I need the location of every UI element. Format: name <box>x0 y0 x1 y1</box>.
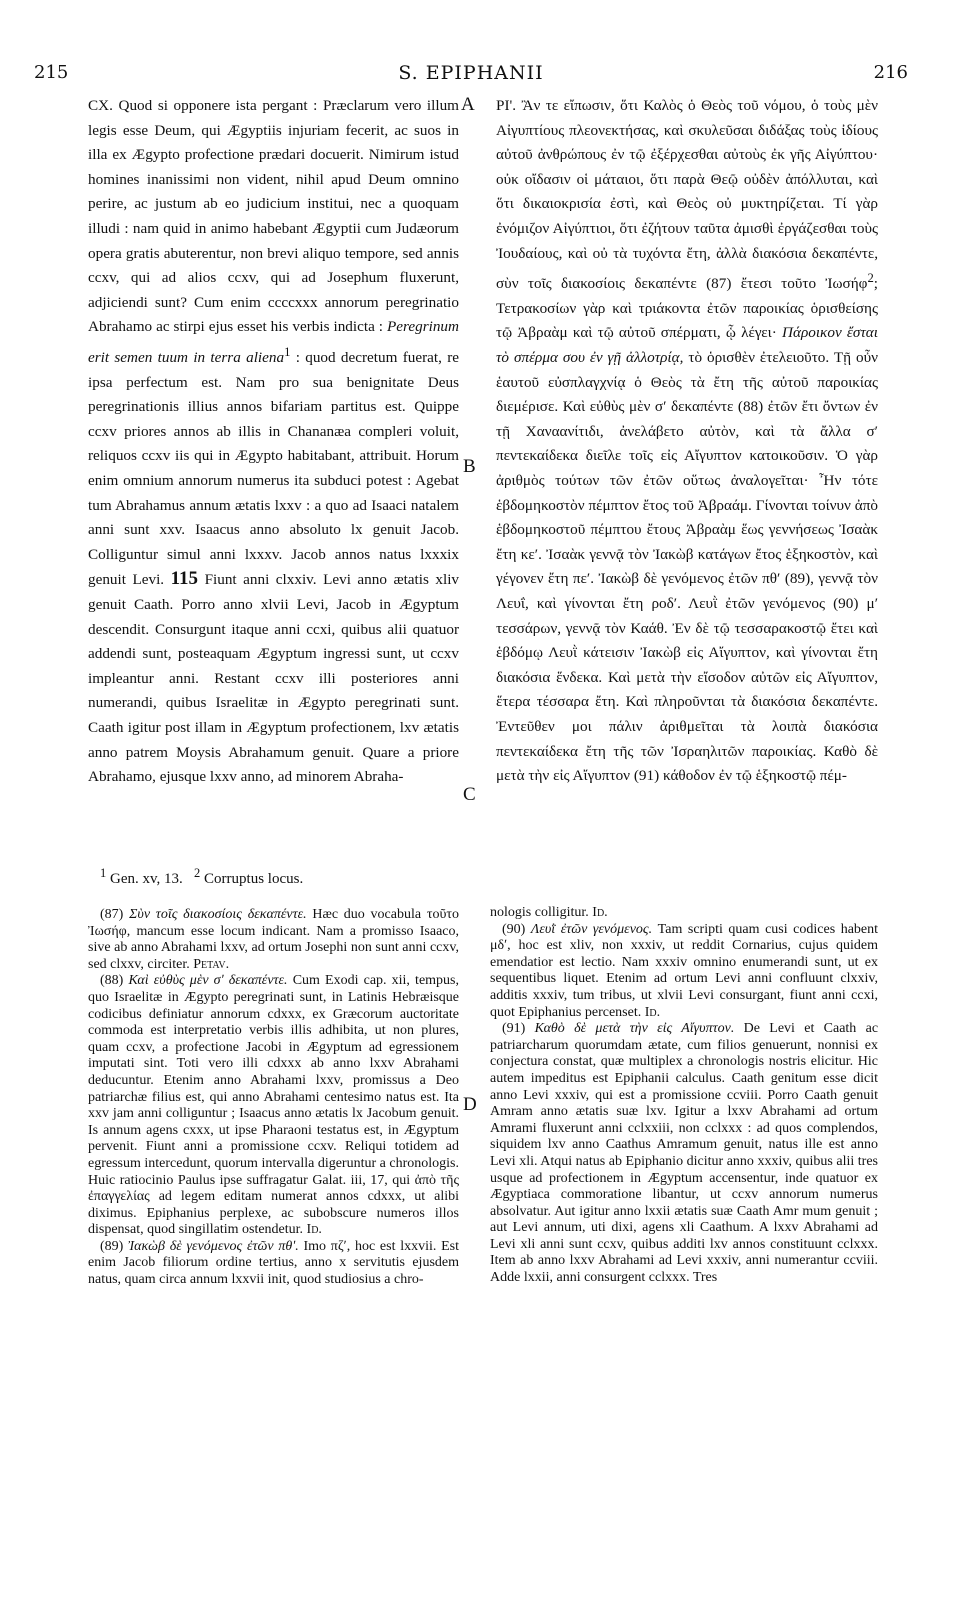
footnote-ref: 2 <box>867 271 874 286</box>
note-text: Tam scripti quam cusi codices habent μδʹ, hoc est xliv, non xxxiv, ut reddit Cornarius, cujus quidem emendatior est lectio. Nam xxxiv omnino enumerandi sunt, ut ex sequentibus liquet. Etenim ad ortum Levi anni confluunt clxxiv, additis xxxiv, tum tribus, ut xlvii Levi consurgant, fiunt anni ccxi, quot Epiphanius percenset. <box>490 921 879 1020</box>
note-signature: Id. <box>592 905 608 920</box>
column-marker-a: A <box>461 94 475 115</box>
greek-text: ἔτεσι τοῦτο Ἰωσήφ <box>740 275 868 293</box>
note-number: (89) <box>100 1238 124 1254</box>
column-number: 115 <box>170 568 199 590</box>
greek-text: τὸ ὁρισθὲν ἐτελειοῦτο. Τῇ οὖν ἑαυτοῦ εὐσπλαγχνίᾳ ὁ Θεὸς τὰ ἔτη τῆς αὐτοῦ παροικίας διεμέρισε. Καὶ εὐθὺς μὲν σʹ δεκαπέντε <box>496 349 878 416</box>
greek-main-column <box>496 94 878 789</box>
footnote-ref: 1 <box>284 344 291 359</box>
note-89 <box>88 1239 459 1289</box>
latin-text: Quod si opponere ista pergant : Præclarum vero illum legis esse Deum, qui Ægyptiis injuriam fecerit, ac suos in illa ex Ægypto profectione prædari docuerit. Nimirum istud homines inanissimi non vident, nihil apud Deum omnino perire, ac justum ab eo judicium institui, nec a quoquam illudi : nam quid in animo habebant Ægyptii cum Judæorum opera gratis abuterentur, non brevi aliquo tempore, sed annis ccxv, qui ad alios ccxv, qui ad Josephum fluxerunt, adjiciendi sunt? Cum enim ccccxxx annorum peregrinatio Abrahamo ac stirpi ejus esset his verbis indicta : <box>88 97 459 336</box>
note-number: (87) <box>100 907 124 922</box>
latin-main-column <box>88 94 459 790</box>
column-marker-b: B <box>463 456 476 477</box>
note-ref: (87) <box>706 275 732 293</box>
note-90 <box>490 922 878 1022</box>
note-lemma: Καὶ εὐθὺς μὲν σʹ δεκαπέντε. <box>128 973 288 989</box>
footnote-number: 2 <box>194 866 201 880</box>
note-number: (88) <box>100 973 124 989</box>
latin-text: Fiunt anni clxxiv. Levi anno ætatis xliv genuit Caath. Porro anno xlvii Levi, Jacob in Ægyptum descendit. Consurgunt itaque anni ccxi, quibus alii quatuor addendi sunt, posteaquam Ægyptum ingressi sunt, ut ccxv impleantur anni. Restant ccxv illi posteriores anni numerandi, quibus Israelitæ in Ægypto peregrinati sunt. Caath igitur post illam in Ægyptum profectionem, lxv ætatis anno patrem Moysis Abrahamum genuit. Quare a priore Abrahamo, ejusque lxxv anno, ad minorem Abraha- <box>88 571 460 786</box>
greek-text: ἐτῶν ἔτι ὄντων ἐν τῇ Χαναανίτιδι, ἀνελάβετο αὐτὸν, καὶ τὰ ἄλλα σʹ πεντεκαίδεκα διεῖλε τοῖς εἰς Αἴγυπτον κατοικοῦσιν. Ὁ γὰρ ἀριθμὸς τούτων τῶν ἐτῶν οὕτως ἀναλογεῖται· Ἦν τότε ἑβδομηκοστὸν πέμπτον ἔτος τοῦ Ἀβραάμ. Γίνονται τοίνυν ἀπὸ ἑβδομηκοστοῦ πέμπτου ἔτους Ἀβραὰμ ἕως γεννήσεως Ἰσαὰκ ἔτη κεʹ. Ἰσαὰκ γεννᾷ τὸν Ἰακὼβ κατάγων ἔτος ἑξηκοστὸν, καὶ γέγονεν ἔτη πεʹ. Ἰακὼβ δὲ γενόμενος ἐτῶν πθʹ <box>496 398 878 588</box>
page-header <box>34 62 908 86</box>
greek-paragraph <box>496 94 878 789</box>
latin-text: : quod decretum fuerat, re ipsa perfectum est. Nam pro sua benignitate Deus peregrinationis illius annos bifariam partitus est. Quippe ccxv priores annos ab illis in Chananæa compleri voluit, reliquos ccxv iis qui in Ægypto habitabant, attribuit. Horum enim omnium annorum numerus ita subduci potest : Agebat tum Abrahamus annum ætatis lxxv : a quo ad Isaaci natalem anni sunt xxv. Isaacus anno absoluto lx genuit Jacob. Colliguntur simul anni lxxxv. Jacob annos natus lxxxix genuit Levi. <box>88 349 459 589</box>
note-ref: (91) <box>633 767 660 785</box>
note-text: Imo πζʹ, hoc est lxxvii. Est enim Jacob filiorum ordine tertius, anno x servitutis ejusdem natus, quam circa annum lxxvii init, quod studiosius a chro- <box>88 1238 460 1288</box>
note-88 <box>88 973 459 1239</box>
notes-right-column <box>490 905 878 1287</box>
note-91 <box>490 1021 878 1287</box>
footnote-text: Gen. xv, 13. <box>110 871 183 887</box>
greek-text: ; Τετρακοσίων γὰρ καὶ τριάκοντα ἐτῶν παροικίας ὁρισθείσης τῷ Ἀβραὰμ καὶ τῷ αὐτοῦ σπέρματι, ᾧ λέγει· <box>496 275 878 342</box>
note-text: nologis colligitur. <box>490 905 589 920</box>
note-lemma: Σὺν τοῖς διακοσίοις δεκαπέντε. <box>129 907 307 922</box>
greek-text: Ἂν τε εἴπωσιν, ὅτι Καλὸς ὁ Θεὸς τοῦ νόμου, ὁ τοὺς μὲν Αἰγυπτίους πλεονεκτήσας, καὶ σκυλεῦσαι διδάξας τοὺς ἰδίους αὐτοῦ ἀνθρώπους ἐν τῷ ἐξέρχεσθαι αὐτοὺς ἐκ γῆς Αἰγύπτου· οὐκ οἴδασιν οἱ μάταιοι, ὅτι παρὰ Θεῷ οὐδὲν ἀπόλλυται, καὶ ὅτι δικαιοκρισία ἐστὶ, καὶ Θεὸς οὐ μυκτηρίζεται. Τί γὰρ ἐνόμιζον Αἰγύπτιοι, ὅτι ἐζήτουν ταῦτα ἀμισθὶ ἐργάζεσθαι τοὺς Ἰουδαίους, καὶ οὐ τὰ τυχόντα ἔτη, ἀλλὰ διακόσια δεκαπέντε, σὺν τοῖς διακοσίοις δεκαπέντε <box>496 97 879 293</box>
footnotes <box>100 866 303 888</box>
note-text: De Levi et Caath ac patriarcharum quorumdam ætate, cum filios genuerunt, nonnisi ex conjectura constat, quæ multiplex a chronologis nostris elicitur. Hic autem impeditus est Epiphanii calculus. Caath genitum esse dicit anno Levi xxxiv, qui est a promissione ccviii. Porro Caath genuit Amram anno ætatis suæ lxv. Igitur a lxxv Abrahami ad ortum Amrami fluxerunt anni cclxxiii, non cclxxx : ad quos complendos, siquidem lxv anno Caathus Amramum genuit, natus ille est anno Levi xli. Atqui natus ab Epiphanio dicitur anno xxxiv, quibus alii tres usque ad profectionem in Ægyptum accensentur, inde quatuor ex Ægyptiaca commoratione libantur, ut ccxv annorum numerus absolvatur. Aut igitur anno lxxii ætatis suæ Caath Amr mum genuit ; aut Levi annum, uti dixi, agens xli Caathum. A lxxv Abrahami ad Levi xli anni sunt ccxv, quibus additi lxv annos constituunt cclxxx. Item ab anno lxxv Abrahami ad Levi xxxiv, anni numerantur ccviii. Adde lxxii, anni consurgent cclxxx. Tres <box>490 1021 879 1286</box>
page-number-left: 215 <box>34 62 69 83</box>
footnote-number: 1 <box>100 866 107 880</box>
column-marker-c: C <box>463 784 476 805</box>
latin-paragraph <box>88 94 459 790</box>
note-signature: Id. <box>306 1222 322 1238</box>
note-87 <box>88 907 459 973</box>
note-ref: (90) <box>833 594 859 612</box>
note-ref: (88) <box>737 398 764 416</box>
note-ref: (89) <box>784 570 811 588</box>
note-text: Cum Exodi cap. xii, tempus, quo Israelitæ in Ægypto peregrinati sunt, in Latinis Hebræisque codicibus definiatur annorum cdxxx, ex Græcorum auctoritate commoda est interpretatio verbis illis adhibita, ut non plures, quam ccxv, a profectione Jacobi in Ægyptum ad egressionem imputati sint. Toti vero illi cdxxx ab anno lxxv Abrahami deducuntur. Etenim anno Abrahami lxxv, promissus a Deo patriarchæ filius est, qui anno Abrahami centesimo natus est. Ita xxv jam anni colliguntur ; Isaacus anno ætatis lx Jacobum genuit. Is annum agens cxxx, ut ipse Pharaoni testatus est, in Ægyptum pervenit. Fiunt anni a promissione ccxv. Reliqui totidem ad egressum intercedunt, quorum intervalla digeruntur a chronologis. Huic ratiocinio Paulus ipse suffragatur Galat. iii, 17, qui ἀπὸ τῆς ἐπαγγελίας ad legem editam numerat annos cdxxx, ut alibi diximus. Epiphanius perplexe, ac subobscure numeros illos dispensat, quod singillatim ostendetur. <box>88 973 459 1238</box>
section-number: ΡΙ'. <box>496 97 517 114</box>
greek-text: , γεννᾷ τὸν Λευΐ, καὶ γίνονται ἔτη ροδʹ. Λευῒ ἐτῶν γενόμενος <box>496 570 878 612</box>
note-number: (90) <box>502 921 526 937</box>
note-number: (91) <box>502 1021 526 1037</box>
column-marker-d: D <box>463 1094 477 1115</box>
note-signature: Id. <box>644 1004 661 1020</box>
greek-text: κάθοδον ἐν τῷ ἑξηκοστῷ πέμ- <box>662 767 847 785</box>
note-lemma: Καθὸ δὲ μετὰ τὴν εἰς Αἴγυπτον. <box>534 1021 735 1037</box>
running-title: S. EPIPHANII <box>398 62 544 84</box>
scripture-quote: Πάροικον ἔσται τὸ σπέρμα σου ἐν γῇ ἀλλοτρίᾳ, <box>496 324 878 366</box>
note-signature: Petav. <box>193 956 230 972</box>
note-89-continued <box>490 905 878 922</box>
notes-left-column <box>88 907 459 1289</box>
page-number-right: 216 <box>873 62 908 83</box>
footnote-text: Corruptus locus. <box>204 871 304 887</box>
scripture-quote: Peregrinum erit semen tuum in terra aliena <box>88 318 459 366</box>
note-text: Hæc duo vocabula τοῦτο Ἰωσήφ, mancum esse locum indicant. Nam a promisso Isaaco, sive ab anno Abrahami lxxv, ad ortum Josephi non sunt anni ccxv, sed clxxv, circiter. <box>88 907 460 972</box>
greek-text: μʹ τεσσάρων, γεννᾷ τὸν Καάθ. Ἐν δὲ τῷ τεσσαρακοστῷ ἔτει καὶ ἑβδόμῳ Λευῒ κάτεισιν Ἰακὼβ εἰς Αἴγυπτον, καὶ γίνονται ἔτη διακόσια ἕνδεκα. Καὶ μετὰ τὴν εἴσοδον αὐτῶν εἰς Αἴγυπτον, ἕτερα τέσσαρα ἔτη. Καὶ πληροῦνται τὰ διακόσια δεκαπέντε. Ἐντεῦθεν μοι πάλιν ἀριθμεῖται τὰ λοιπὰ διακόσια πεντεκαίδεκα ἔτη τῆς τῶν Ἰσραηλιτῶν παροικίας. Καθὸ δὲ μετὰ τὴν εἰς Αἴγυπτον <box>496 594 879 785</box>
section-number: CX. <box>88 97 113 114</box>
note-lemma: Ἰακὼβ δὲ γενόμενος ἐτῶν πθʹ. <box>128 1238 299 1254</box>
note-lemma: Λευῒ ἐτῶν γενόμενος. <box>530 921 653 937</box>
